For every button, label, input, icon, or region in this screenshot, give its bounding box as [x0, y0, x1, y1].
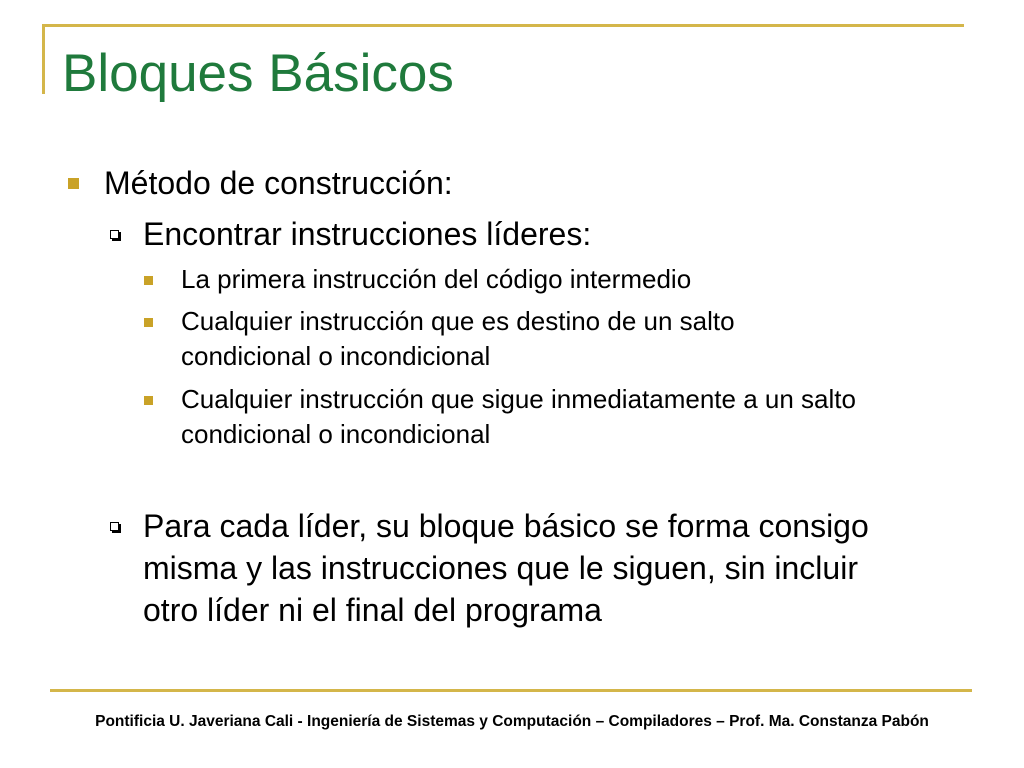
title-frame-left-line — [42, 24, 45, 94]
hollow-square-bullet-icon — [110, 230, 119, 239]
bullet-after-jump-line1: Cualquier instrucción que sigue inmediatamente a un salto — [181, 384, 856, 414]
slide-title: Bloques Básicos — [62, 44, 454, 103]
bullet-each-leader-line2: misma y las instrucciones que le siguen, sin incluir — [143, 550, 858, 586]
slide-footer: Pontificia U. Javeriana Cali - Ingeniería de Sistemas y Computación – Compiladores – Prof. Ma. Constanza Pabón — [95, 713, 929, 730]
bullet-first-instruction: La primera instrucción del código intermedio — [181, 264, 692, 294]
bullet-method: Método de construcción: — [104, 165, 453, 201]
bullet-jump-target-line2: condicional o incondicional — [181, 341, 491, 371]
bullet-jump-target-line1: Cualquier instrucción que es destino de un salto — [181, 306, 735, 336]
filled-square-bullet-icon — [144, 276, 153, 285]
title-frame-top-line — [42, 24, 964, 27]
bullet-each-leader-line3: otro líder ni el final del programa — [143, 592, 602, 628]
hollow-square-bullet-icon — [110, 522, 119, 531]
filled-square-bullet-icon — [68, 178, 79, 189]
filled-square-bullet-icon — [144, 396, 153, 405]
footer-divider — [50, 689, 972, 692]
bullet-each-leader-line1: Para cada líder, su bloque básico se forma consigo — [143, 508, 869, 544]
bullet-after-jump-line2: condicional o incondicional — [181, 419, 491, 449]
filled-square-bullet-icon — [144, 318, 153, 327]
bullet-find-leaders: Encontrar instrucciones líderes: — [143, 216, 592, 252]
